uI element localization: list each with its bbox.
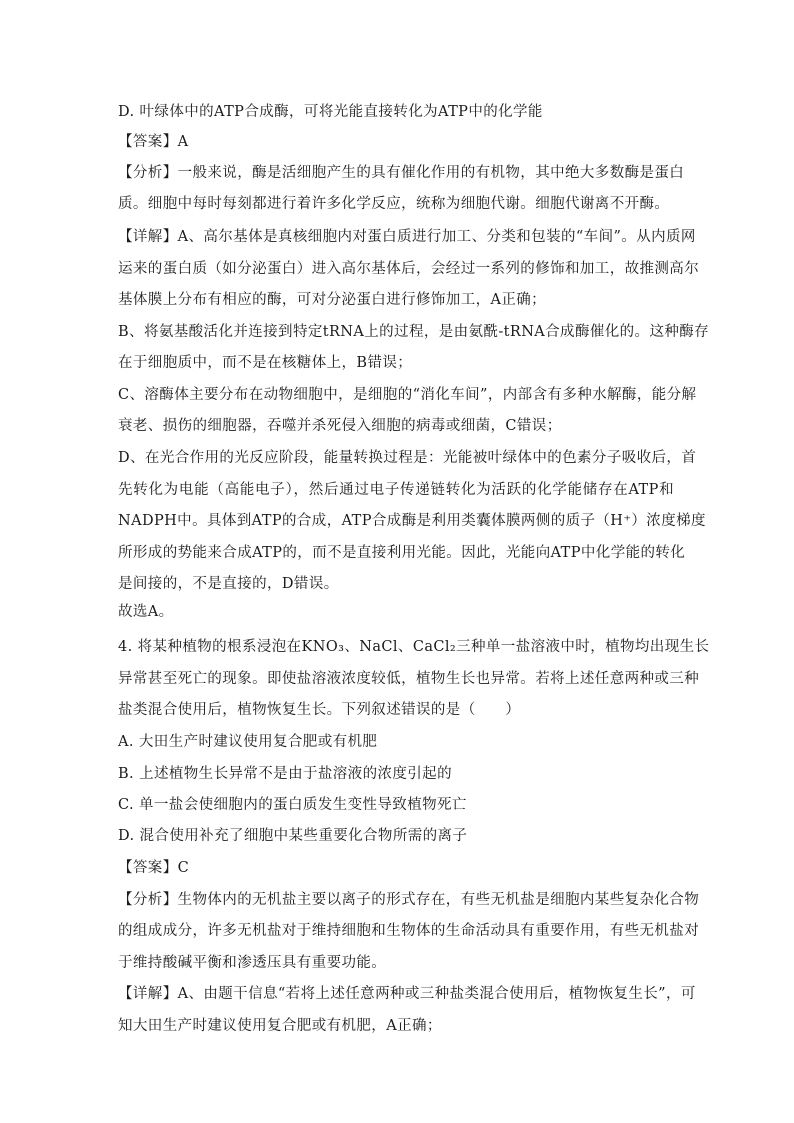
explanation-line: NADPH中。具体到ATP的合成，ATP合成酶是利用类囊体膜两侧的质子（H⁺）浓度梯度 bbox=[118, 513, 706, 529]
question-4-stem: 异常甚至死亡的现象。即使盐溶液浓度较低，植物生长也异常。若将上述任意两种或三种 bbox=[118, 671, 700, 687]
conclusion-line: 故选A。 bbox=[118, 604, 174, 620]
explanation-line: D、在光合作用的光反应阶段，能量转换过程是：光能被叶绿体中的色素分子吸收后，首 bbox=[118, 450, 697, 466]
explanation-line: 在于细胞质中，而不是在核糖体上，B错误； bbox=[118, 355, 413, 371]
explanation-line: 【详解】A、由题干信息“若将上述任意两种或三种盐类混合使用后，植物恢复生长”，可 bbox=[118, 986, 696, 1002]
explanation-line: 知大田生产时建议使用复合肥或有机肥，A正确； bbox=[118, 1018, 442, 1034]
explanation-line: 先转化为电能（高能电子），然后通过电子传递链转化为活跃的化学能储存在ATP和 bbox=[118, 482, 674, 498]
explanation-line: 【详解】A、高尔基体是真核细胞内对蛋白质进行加工、分类和包装的“车间”。从内质网 bbox=[118, 229, 696, 245]
explanation-line: 是间接的，不是直接的，D错误。 bbox=[118, 576, 339, 592]
question-4-stem: 盐类混合使用后，植物恢复生长。下列叙述错误的是（ ） bbox=[118, 702, 521, 718]
option-d-prev-question: D. 叶绿体中的ATP合成酶，可将光能直接转化为ATP中的化学能 bbox=[118, 104, 543, 120]
answer-label: 【答案】C bbox=[118, 860, 190, 876]
option-b: B. 上述植物生长异常不是由于盐溶液的浓度引起的 bbox=[118, 766, 452, 782]
option-a: A. 大田生产时建议使用复合肥或有机肥 bbox=[118, 734, 378, 750]
analysis-line: 的组成成分，许多无机盐对于维持细胞和生物体的生命活动具有重要作用，有些无机盐对 bbox=[118, 923, 700, 939]
analysis-line: 【分析】生物体内的无机盐主要以离子的形式存在，有些无机盐是细胞内某些复杂化合物 bbox=[118, 892, 700, 908]
option-c: C. 单一盐会使细胞内的蛋白质发生变性导致植物死亡 bbox=[118, 797, 467, 813]
explanation-line: 运来的蛋白质（如分泌蛋白）进入高尔基体后，会经过一系列的修饰和加工，故推测高尔 bbox=[118, 261, 700, 277]
analysis-line: 于维持酸碱平衡和渗透压具有重要功能。 bbox=[118, 955, 387, 971]
analysis-line: 质。细胞中每时每刻都进行着许多化学反应，统称为细胞代谢。细胞代谢离不开酶。 bbox=[118, 196, 670, 212]
question-4-stem: 4. 将某种植物的根系浸泡在KNO₃、NaCl、CaCl₂三种单一盐溶液中时，植物均出现生长 bbox=[118, 639, 710, 655]
analysis-line: 【分析】一般来说，酶是活细胞产生的具有催化作用的有机物，其中绝大多数酶是蛋白 bbox=[118, 165, 685, 181]
explanation-line: 基体膜上分布有相应的酶，可对分泌蛋白进行修饰加工，A正确； bbox=[118, 292, 547, 308]
explanation-line: 衰老、损伤的细胞器，吞噬并杀死侵入细胞的病毒或细菌，C错误； bbox=[118, 418, 562, 434]
answer-label: 【答案】A bbox=[118, 134, 189, 150]
explanation-line: C、溶酶体主要分布在动物细胞中，是细胞的“消化车间”，内部含有多种水解酶，能分解 bbox=[118, 387, 697, 403]
explanation-line: B、将氨基酸活化并连接到特定tRNA上的过程，是由氨酰-tRNA合成酶催化的。这种酶存 bbox=[118, 324, 710, 340]
option-d: D. 混合使用补充了细胞中某些重要化合物所需的离子 bbox=[118, 828, 468, 844]
explanation-line: 所形成的势能来合成ATP的，而不是直接利用光能。因此，光能向ATP中化学能的转化 bbox=[118, 545, 686, 561]
